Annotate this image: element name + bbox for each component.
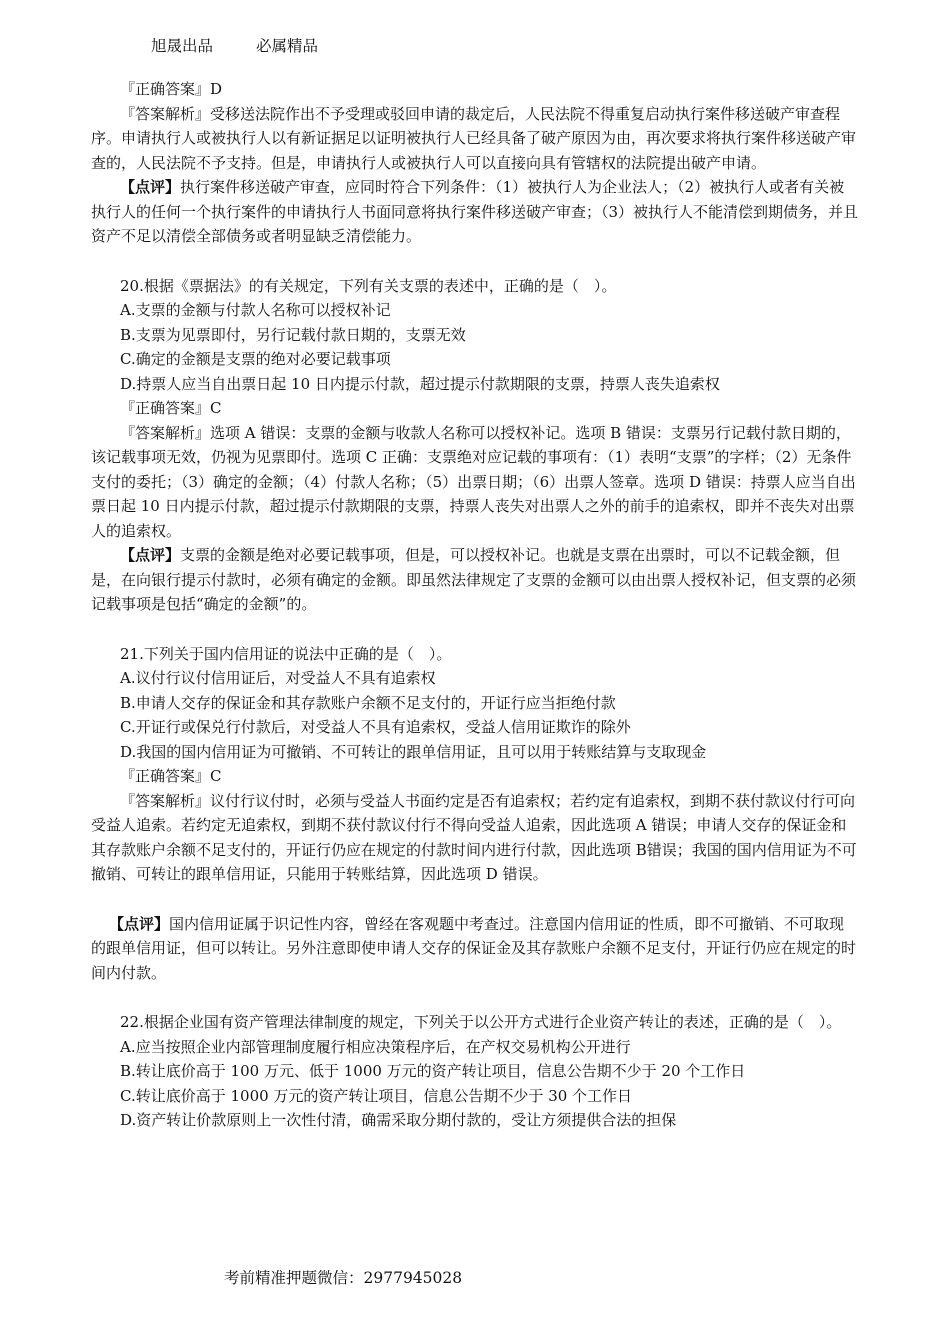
q21-tip-text: 国内信用证属于识记性内容，曾经在客观题中考查过。注意国内信用证的性质，即不可撤销、不可取现的跟单信用证，但可以转让。另外注意即使申请人交存的保证金及其存款账户余额不足支付，开证行仍应在规定的时间内付款。 [91, 914, 857, 982]
q19-answer: 『正确答案』D [120, 80, 223, 98]
q20-option-d: D.持票人应当自出票日起 10 日内提示付款，超过提示付款期限的支票，持票人丧失追索权 [120, 374, 720, 393]
q19-tip-text: 执行案件移送破产审查，应同时符合下列条件：（1）被执行人为企业法人；（2）被执行人或者有关被执行人的任何一个执行案件的申请执行人书面同意将执行案件移送破产审查；（3）被执行人不能清偿到期债务，并且资产不足以清偿全部债务或者明显缺乏清偿能力。 [91, 178, 859, 245]
q19-tip [91, 175, 859, 249]
header-slogan: 必属精品 [255, 37, 318, 55]
question-20-section [91, 274, 859, 617]
question-22-section [91, 1010, 859, 1133]
q20-tip [91, 543, 859, 617]
q21-answer: 『正确答案』C [120, 767, 222, 785]
q20-option-a: A.支票的金额与付款人名称可以授权补记 [120, 301, 391, 319]
q20-answer: 『正确答案』C [120, 399, 222, 417]
q21-tip-label: 【点评】 [109, 914, 170, 933]
q19-tip-label: 【点评】 [120, 178, 181, 196]
q22-question: 22.根据企业国有资产管理法律制度的规定，下列关于以公开方式进行企业资产转让的表述，正确的是（ ）。 [120, 1013, 842, 1031]
q20-option-c: C.确定的金额是支票的绝对必要记载事项 [120, 350, 391, 368]
q21-option-d: D.我国的国内信用证为可撤销、不可转让的跟单信用证，且可以用于转账结算与支取现金 [120, 742, 707, 761]
page-header [151, 34, 318, 59]
q22-option-a: A.应当按照企业内部管理制度履行相应决策程序后，在产权交易机构公开进行 [120, 1037, 631, 1056]
q20-tip-text: 支票的金额是绝对必要记载事项，但是，可以授权补记。也就是支票在出票时，可以不记载金额，但是，在向银行提示付款时，必须有确定的金额。即虽然法律规定了支票的金额可以由出票人授权补记，但支票的必须记载事项是包括“确定的金额”的。 [91, 546, 857, 613]
document-body [91, 77, 859, 1133]
q21-analysis: 『答案解析』议付行议付时，必须与受益人书面约定是否有追索权；若约定有追索权，到期不获付款议付行可向受益人追索。若约定无追索权，到期不获付款议付行不得向受益人追索，因此选项 A 错误；申请人交存的保证金和其存款账户余额不足支付的，开证行仍应在规定的付款时间内进行付款，因此选项 B错误；我国的国内信用证为不可撤销、可转让的跟单信用证，只能用于转账结算，因此选项 D 错误。 [91, 791, 857, 883]
q20-question: 20.根据《票据法》的有关规定，下列有关支票的表述中，正确的是（ ）。 [120, 276, 617, 295]
question-21-section [91, 642, 859, 986]
q21-option-b: B.申请人交存的保证金和其存款账户余额不足支付的，开证行应当拒绝付款 [120, 693, 616, 712]
q20-analysis: 『答案解析』选项 A 错误：支票的金额与收款人名称可以授权补记。选项 B 错误：支票另行记载付款日期的，该记载事项无效，仍视为见票即付。选项 C 正确：支票绝对应记载的事项有：（1）表明“支票”的字样；（2）无条件支付的委托；（3）确定的金额；（4）付款人名称；（5）出票日期；（6）出票人签章。选项 D 错误：持票人应当自出票日起 10 日内提示付款，超过提示付款期限的支票，持票人丧失对出票人之外的前手的追索权，即并不丧失对出票人的追索权。 [91, 423, 856, 540]
q21-option-c: C.开证行或保兑行付款后，对受益人不具有追索权，受益人信用证欺诈的除外 [120, 718, 631, 736]
q22-option-b: B.转让底价高于 100 万元、低于 1000 万元的资产转让项目，信息公告期不少于 20 个工作日 [120, 1062, 746, 1080]
q21-tip [91, 912, 859, 986]
q20-tip-label: 【点评】 [120, 546, 181, 564]
q21-question: 21.下列关于国内信用证的说法中正确的是（ ）。 [120, 644, 452, 663]
q19-analysis: 『答案解析』受移送法院作出不予受理或驳回申请的裁定后，人民法院不得重复启动执行案件移送破产审查程序。申请执行人或被执行人以有新证据足以证明被执行人已经具备了破产原因为由，再次要求将执行案件移送破产审查的，人民法院不予支持。但是，申请执行人或被执行人可以直接向具有管辖权的法院提出破产申请。 [91, 104, 857, 172]
question-19-section [91, 77, 859, 249]
q22-option-c: C.转让底价高于 1000 万元的资产转让项目，信息公告期不少于 30 个工作日 [120, 1086, 633, 1105]
page-footer: 考前精准押题微信：2977945028 [224, 1269, 463, 1287]
header-brand: 旭晟出品 [151, 37, 214, 55]
q21-option-a: A.议付行议付信用证后，对受益人不具有追索权 [120, 669, 436, 687]
q22-option-d: D.资产转让价款原则上一次性付清，确需采取分期付款的，受让方须提供合法的担保 [120, 1111, 677, 1129]
q20-option-b: B.支票为见票即付，另行记载付款日期的，支票无效 [120, 325, 466, 344]
